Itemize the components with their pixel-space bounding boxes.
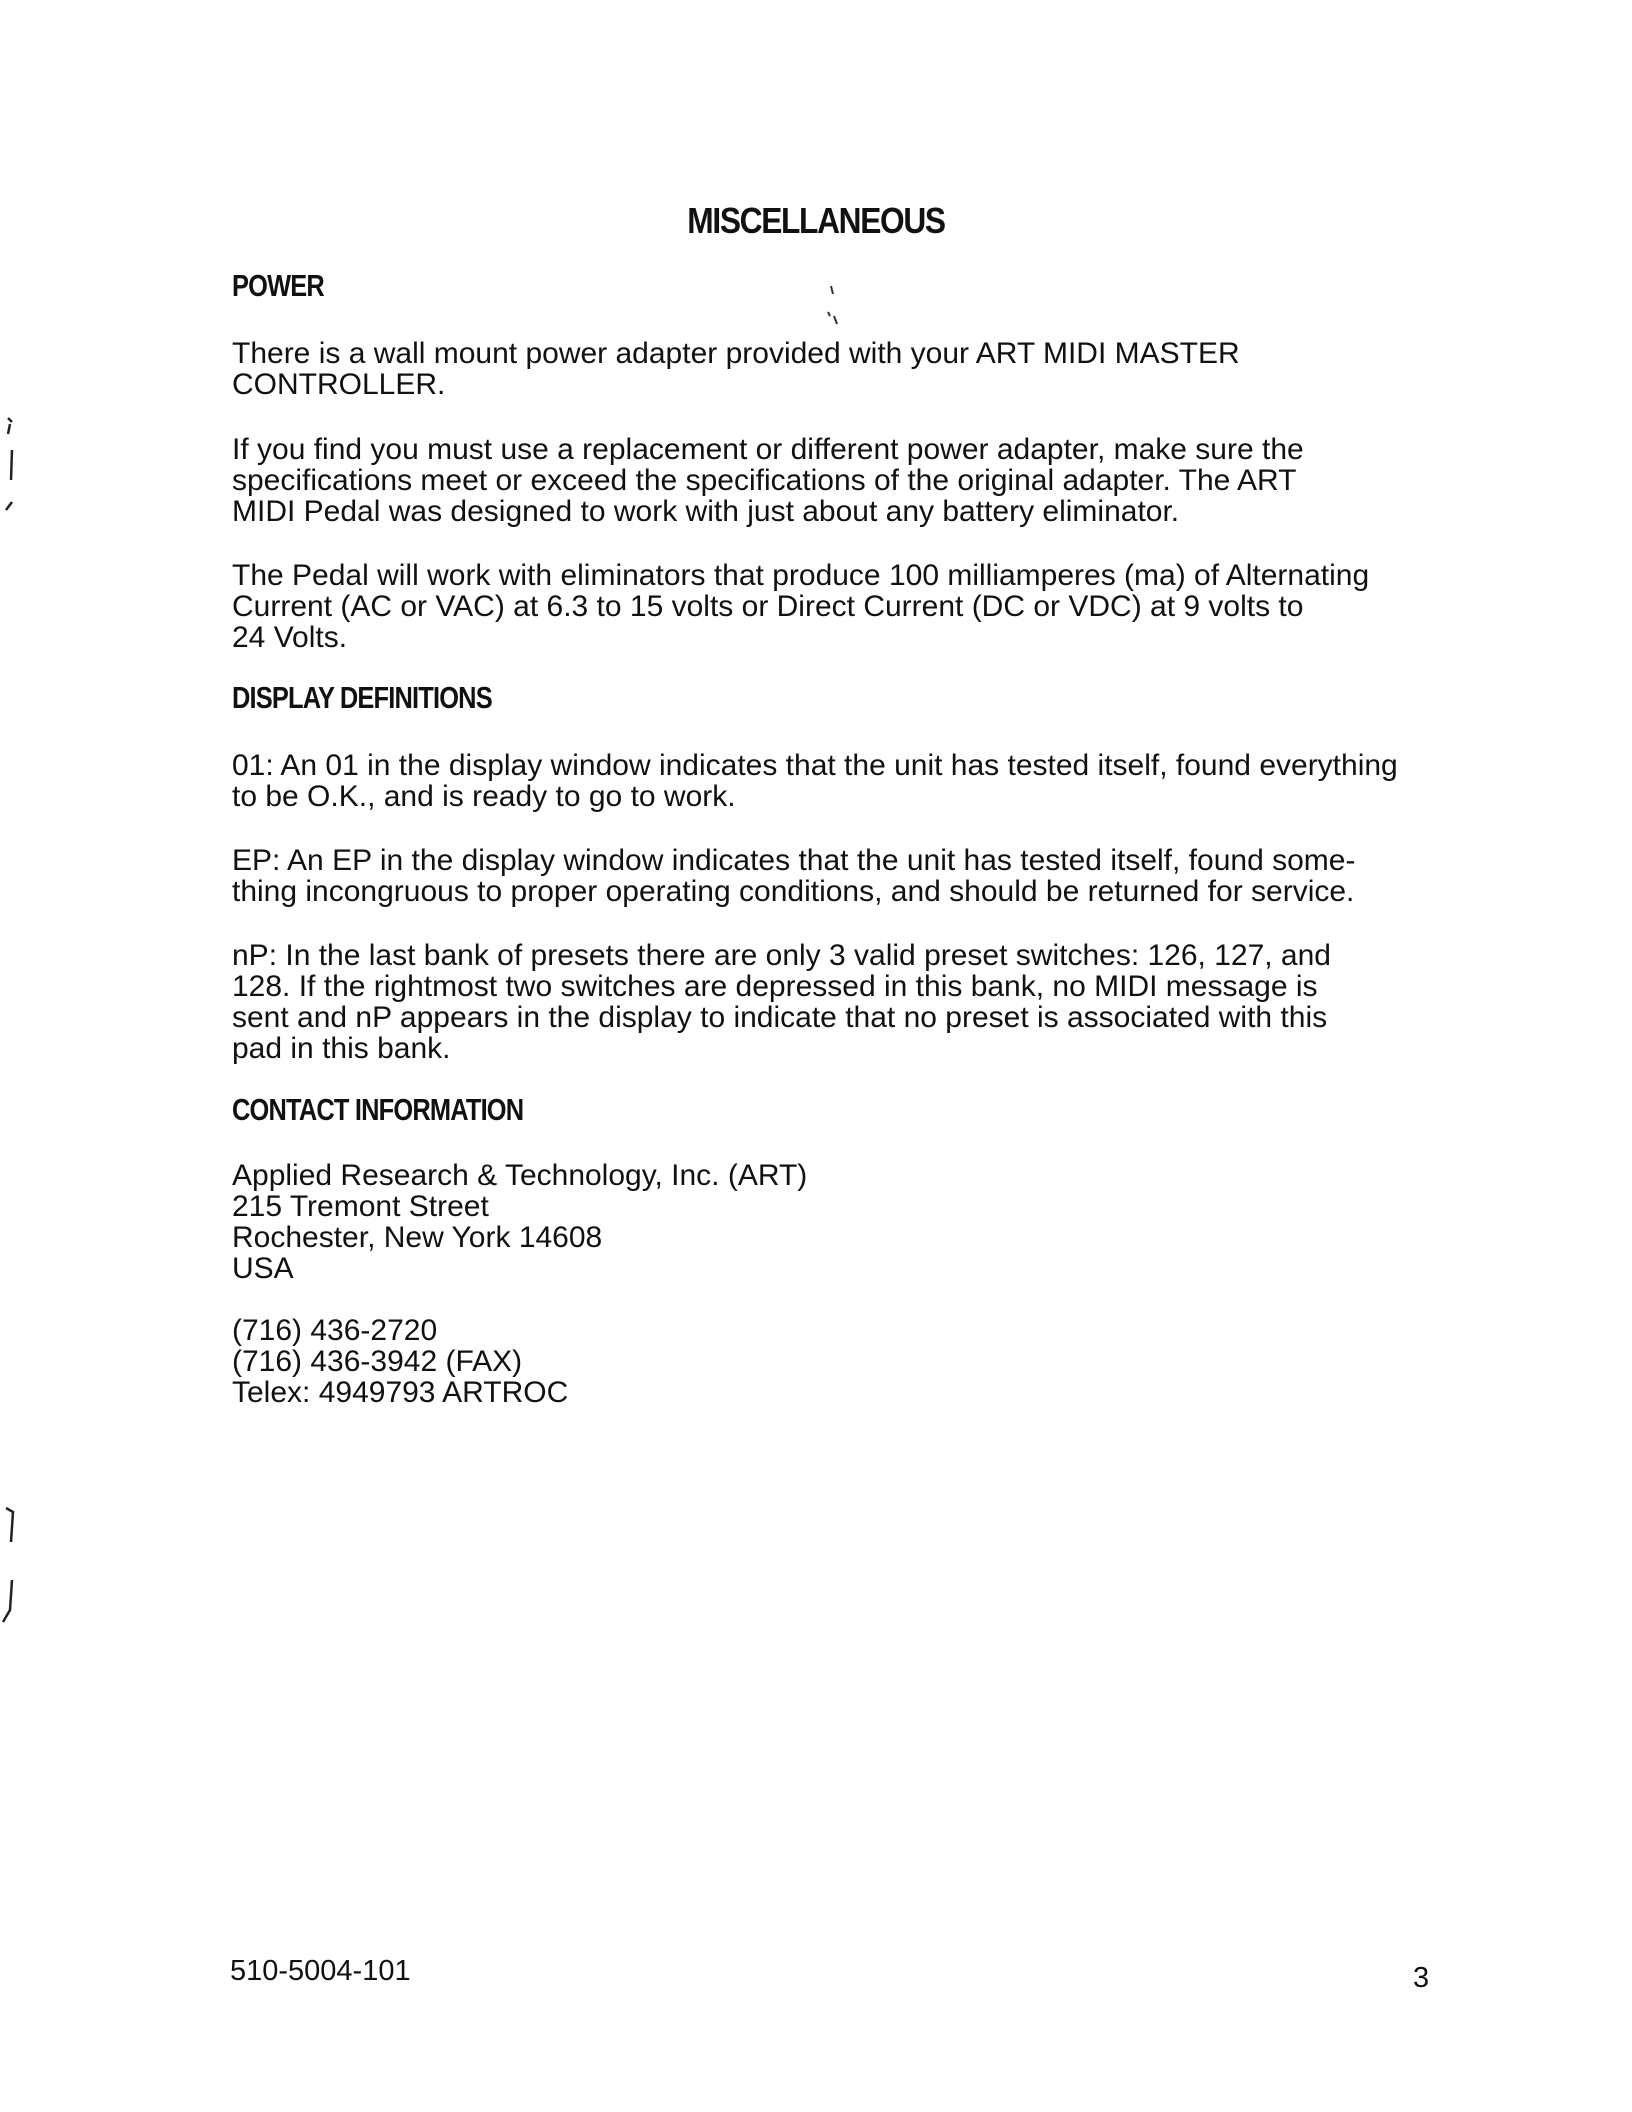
page-number: 3: [1413, 1962, 1430, 1994]
section-heading-display-definitions: DISPLAY DEFINITIONS: [232, 680, 492, 715]
display-definition-01: 01: An 01 in the display window indicates that the unit has tested itself, found everything to be O.K., and is ready to go to work.: [232, 749, 1398, 813]
power-paragraph-3: The Pedal will work with eliminators that produce 100 milliamperes (ma) of Alternating Current (AC or VAC) at 6.3 to 15 volts or Direct Current (DC or VDC) at 9 volts to 24 Volts.: [232, 559, 1370, 654]
contact-address: Applied Research & Technology, Inc. (ART) 215 Tremont Street Rochester, New York 14608 USA: [232, 1159, 808, 1285]
display-definition-np: nP: In the last bank of presets there are only 3 valid preset switches: 126, 127, and 128. If the rightmost two switches are depressed in this bank, no MIDI message is sent and nP appears in the display to indicate that no preset is associated with this pad in this bank.: [232, 939, 1331, 1065]
binder-mark-bottom: [0, 1500, 22, 1630]
document-code: 510-5004-101: [230, 1955, 411, 1987]
binder-mark-top: [0, 410, 20, 520]
section-heading-contact-information: CONTACT INFORMATION: [232, 1092, 524, 1127]
power-paragraph-1: There is a wall mount power adapter provided with your ART MIDI MASTER CONTROLLER.: [232, 337, 1240, 401]
contact-phones: (716) 436-2720 (716) 436-3942 (FAX) Telex: 4949793 ARTROC: [232, 1314, 569, 1409]
page-title: MISCELLANEOUS: [687, 200, 945, 241]
power-paragraph-2: If you find you must use a replacement or different power adapter, make sure the specifications meet or exceed the specifications of the original adapter. The ART MIDI Pedal was designed to work with just about any battery eliminator.: [232, 433, 1304, 528]
section-heading-power: POWER: [232, 268, 324, 303]
display-definition-ep: EP: An EP in the display window indicates that the unit has tested itself, found some- thing incongruous to proper operating conditions, and should be returned for service.: [232, 844, 1356, 908]
scan-speck: [822, 282, 842, 332]
